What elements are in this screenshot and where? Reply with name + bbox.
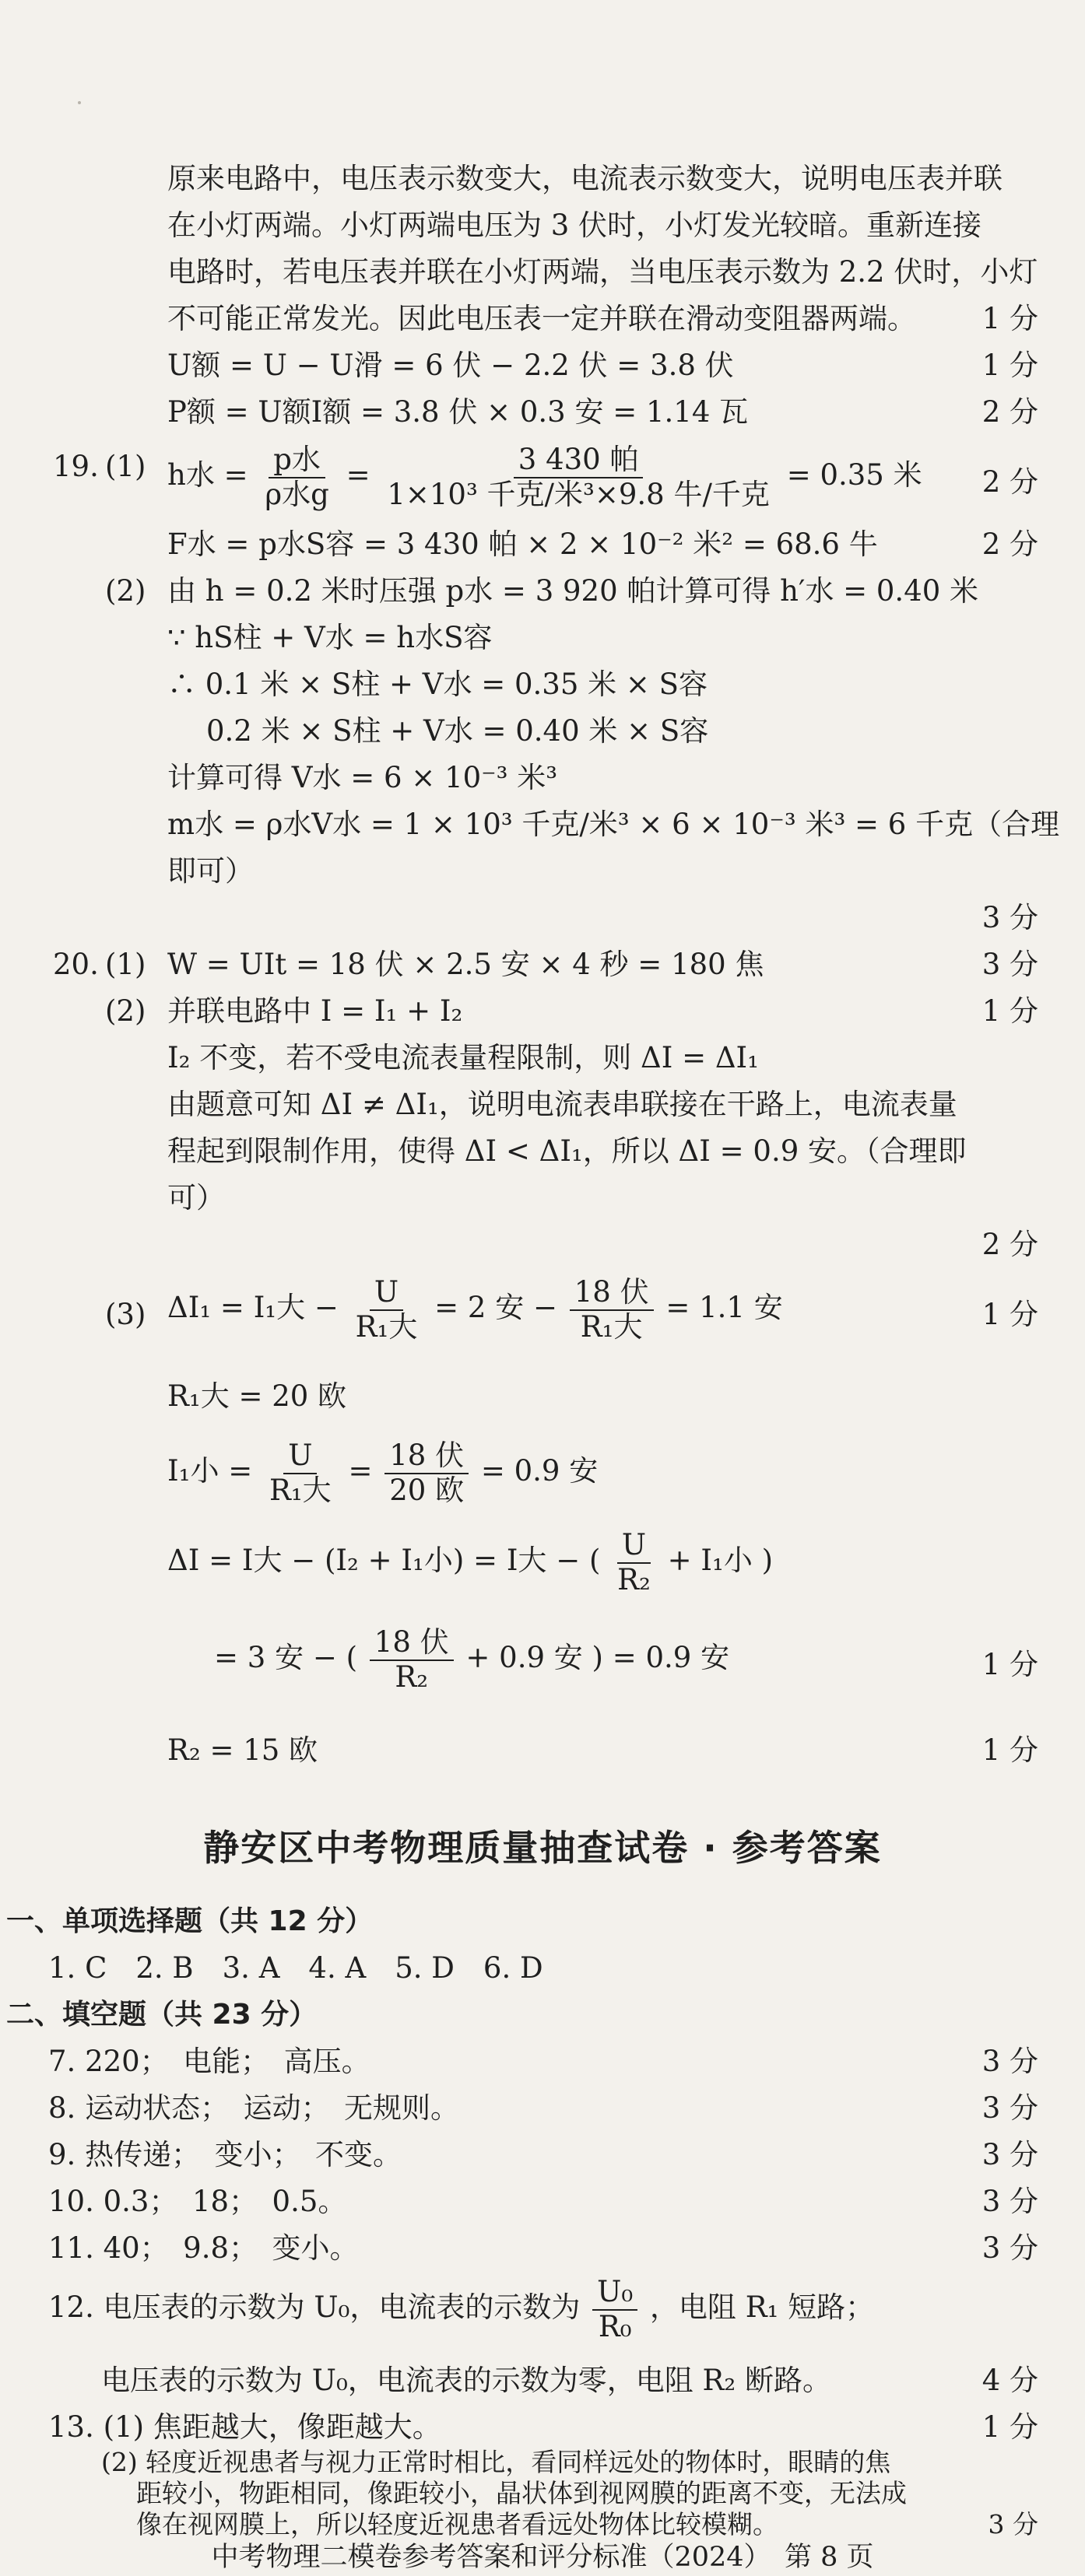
text-line: 电路时，若电压表并联在小灯两端，当电压表示数为 2.2 伏时，小灯 xyxy=(167,255,1038,289)
answer-line: 12. 电压表的示数为 U₀，电流表的示数为 $\frac{\text{U₀}}{\text{R₀}}$ ，电阻 R₁ 短路； xyxy=(48,2275,875,2343)
formula-line: R₂ = 15 欧 1 分 xyxy=(0,1727,1085,1774)
fraction: $\frac{\text{U₀}}{\text{R₀}}$ xyxy=(592,2276,637,2343)
fraction: $\frac{\text{18 伏}}{\text{20 欧}}$ xyxy=(384,1439,469,1507)
score: 4 分 xyxy=(981,2364,1038,2397)
q20-part3-formula: (3) ΔI₁ = I₁大 − $\frac{U}{\text{R₁大}}$ = 2 安 − $\frac{\text{18 伏}}{\text{R₁大}}$ = 1.1 安 1 分 xyxy=(105,1275,1038,1344)
answer-line: 电压表的示数为 U₀，电流表的示数为零，电阻 R₂ 断路。 4 分 xyxy=(0,2357,1085,2404)
formula-line: (2) 并联电路中 I = I₁ + I₂ 1 分 xyxy=(0,988,1085,1035)
score: 3 分 xyxy=(981,2045,1038,2078)
score: 1 分 xyxy=(981,302,1038,335)
answer-line: 9. 热传递； 变小； 不变。 3 分 xyxy=(0,2132,1085,2178)
section-heading: 一、单项选择题（共 12 分） xyxy=(6,1905,374,1937)
text-line: I₂ 不变，若不受电流表量程限制，则 ΔI = ΔI₁ xyxy=(167,1041,759,1074)
formula-line: F水 = p水S容 = 3 430 帕 × 2 × 10⁻² 米² = 68.6 牛 2 分 xyxy=(0,521,1085,568)
score: 1 分 xyxy=(981,1298,1038,1331)
score: 1 分 xyxy=(981,1733,1038,1767)
fraction: $\frac{U}{\text{R₁大}}$ xyxy=(355,1275,418,1344)
answer-line: 13. (1) 焦距越大，像距越大。 1 分 xyxy=(0,2404,1085,2451)
answer-line: 10. 0.3； 18； 0.5。 3 分 xyxy=(0,2178,1085,2225)
answer-line: 11. 40； 9.8； 变小。 3 分 xyxy=(0,2225,1085,2272)
score-line xyxy=(0,1221,1085,1268)
formula-line: 20. (1) W = UIt = 18 伏 × 2.5 安 × 4 秒 = 180 焦 3 分 xyxy=(0,941,1085,988)
text-line: 原来电路中，电压表示数变大，电流表示数变大，说明电压表并联 xyxy=(167,162,1002,195)
score: 3 分 xyxy=(981,2091,1038,2125)
answer-line: 距较小，物距相同，像距较小，晶状体到视网膜的距离不变，无法成 xyxy=(136,2478,907,2508)
formula-line: m水 = ρ水V水 = 1 × 10³ 千克/米³ × 6 × 10⁻³ 米³ = 6 千克（合理 xyxy=(167,808,1060,841)
score: 3 分 xyxy=(981,948,1038,981)
score: 3 分 xyxy=(988,2509,1038,2539)
fraction: $\frac{\text{18 伏}}{\text{R₂}}$ xyxy=(370,1626,454,1694)
formula-line: R₁大 = 20 欧 xyxy=(167,1379,347,1413)
formula-line: 计算可得 V水 = 6 × 10⁻³ 米³ xyxy=(167,761,558,794)
fraction: $\frac{\text{p水}}{\text{ρ水g}}$ xyxy=(265,443,329,511)
formula-line: I₁小 = $\frac{U}{\text{R₁大}}$ = $\frac{\text{18 伏}}{\text{20 欧}}$ = 0.9 安 xyxy=(167,1439,599,1507)
q19-part1-formula: 19. (1) h水 = $\frac{\text{p水}}{\text{ρ水g}}$ = $\frac{\text{3 430 帕}}{\text{1×10³ 千克/米³×9.8 牛/千克}}$ = 0.35 米 2 分 xyxy=(53,443,1038,511)
answer-line: 1. C 2. B 3. A 4. A 5. D 6. D xyxy=(48,1951,543,1985)
section-heading-row xyxy=(0,1992,1085,2038)
score: 3 分 xyxy=(981,2138,1038,2171)
fraction: $\frac{\text{18 伏}}{\text{R₁大}}$ xyxy=(570,1276,654,1344)
section-title: 静安区中考物理质量抽查试卷 · 参考答案 xyxy=(203,1827,882,1869)
page-footer: 中考物理二模卷参考答案和评分标准（2024） 第 8 页 xyxy=(211,2542,874,2573)
answer-line: 8. 运动状态； 运动； 无规则。 3 分 xyxy=(0,2085,1085,2132)
score: 3 分 xyxy=(981,901,1038,934)
fraction: $\frac{U}{\text{R₁大}}$ xyxy=(269,1439,332,1507)
section-title-row xyxy=(0,1821,1085,1875)
text-line: 程起到限制作用，使得 ΔI < ΔI₁，所以 ΔI = 0.9 安。（合理即 xyxy=(167,1134,967,1168)
text-line: 在小灯两端。小灯两端电压为 3 伏时，小灯发光较暗。重新连接 xyxy=(167,209,982,242)
section-heading: 二、填空题（共 23 分） xyxy=(6,1999,318,2031)
formula-line: 0.2 米 × S柱 + V水 = 0.40 米 × S容 xyxy=(206,714,709,748)
answer-line: 像在视网膜上，所以轻度近视患者看远处物体比较模糊。 3 分 xyxy=(136,2509,1038,2539)
score: 3 分 xyxy=(981,2231,1038,2265)
question-number: 19. xyxy=(53,450,99,483)
score: 1 分 xyxy=(981,2410,1038,2444)
formula-line: P额 = U额I额 = 3.8 伏 × 0.3 安 = 1.14 瓦 2 分 xyxy=(0,389,1085,436)
formula-line: ∵ hS柱 + V水 = h水S容 xyxy=(167,621,493,654)
score-line xyxy=(0,895,1085,941)
score: 1 分 xyxy=(981,1648,1038,1681)
formula-line: ΔI = I大 − (I₂ + I₁小) = I大 − ( $\frac{U}{\text{R₂}}$ + I₁小 ) xyxy=(167,1528,774,1596)
scan-speck xyxy=(78,101,81,104)
score: 2 分 xyxy=(981,395,1038,429)
text-line: 不可能正常发光。因此电压表一定并联在滑动变阻器两端。 1 分 xyxy=(0,296,1085,342)
answer-line: 7. 220； 电能； 高压。 3 分 xyxy=(0,2038,1085,2085)
fraction: $\frac{\text{3 430 帕}}{\text{1×10³ 千克/米³×9.8 牛/千克}}$ xyxy=(387,443,770,511)
score: 3 分 xyxy=(981,2185,1038,2218)
score: 2 分 xyxy=(981,1228,1038,1261)
score: 2 分 xyxy=(981,527,1038,561)
text-line: 由题意可知 ΔI ≠ ΔI₁，说明电流表串联接在干路上，电流表量 xyxy=(167,1088,957,1121)
score: 1 分 xyxy=(981,349,1038,382)
answer-line: (2) 轻度近视患者与视力正常时相比，看同样远处的物体时，眼睛的焦 xyxy=(101,2447,891,2477)
score: 1 分 xyxy=(981,994,1038,1028)
question-number: 20. xyxy=(53,948,99,981)
text-line: 可） xyxy=(167,1181,225,1214)
formula-line: ∴ 0.1 米 × S柱 + V水 = 0.35 米 × S容 xyxy=(167,668,708,701)
fraction: $\frac{U}{\text{R₂}}$ xyxy=(617,1528,651,1596)
section-heading-row xyxy=(0,1898,1085,1945)
text-line: 即可） xyxy=(167,854,254,888)
formula-line: U额 = U − U滑 = 6 伏 − 2.2 伏 = 3.8 伏 1 分 xyxy=(0,342,1085,389)
text-line: (2) 由 h = 0.2 米时压强 p水 = 3 920 帕计算可得 h′水 = 0.40 米 xyxy=(105,574,979,608)
score: 2 分 xyxy=(981,465,1038,499)
formula-line: = 3 安 − ( $\frac{\text{18 伏}}{\text{R₂}}$ + 0.9 安 ) = 0.9 安 1 分 xyxy=(214,1625,1038,1694)
